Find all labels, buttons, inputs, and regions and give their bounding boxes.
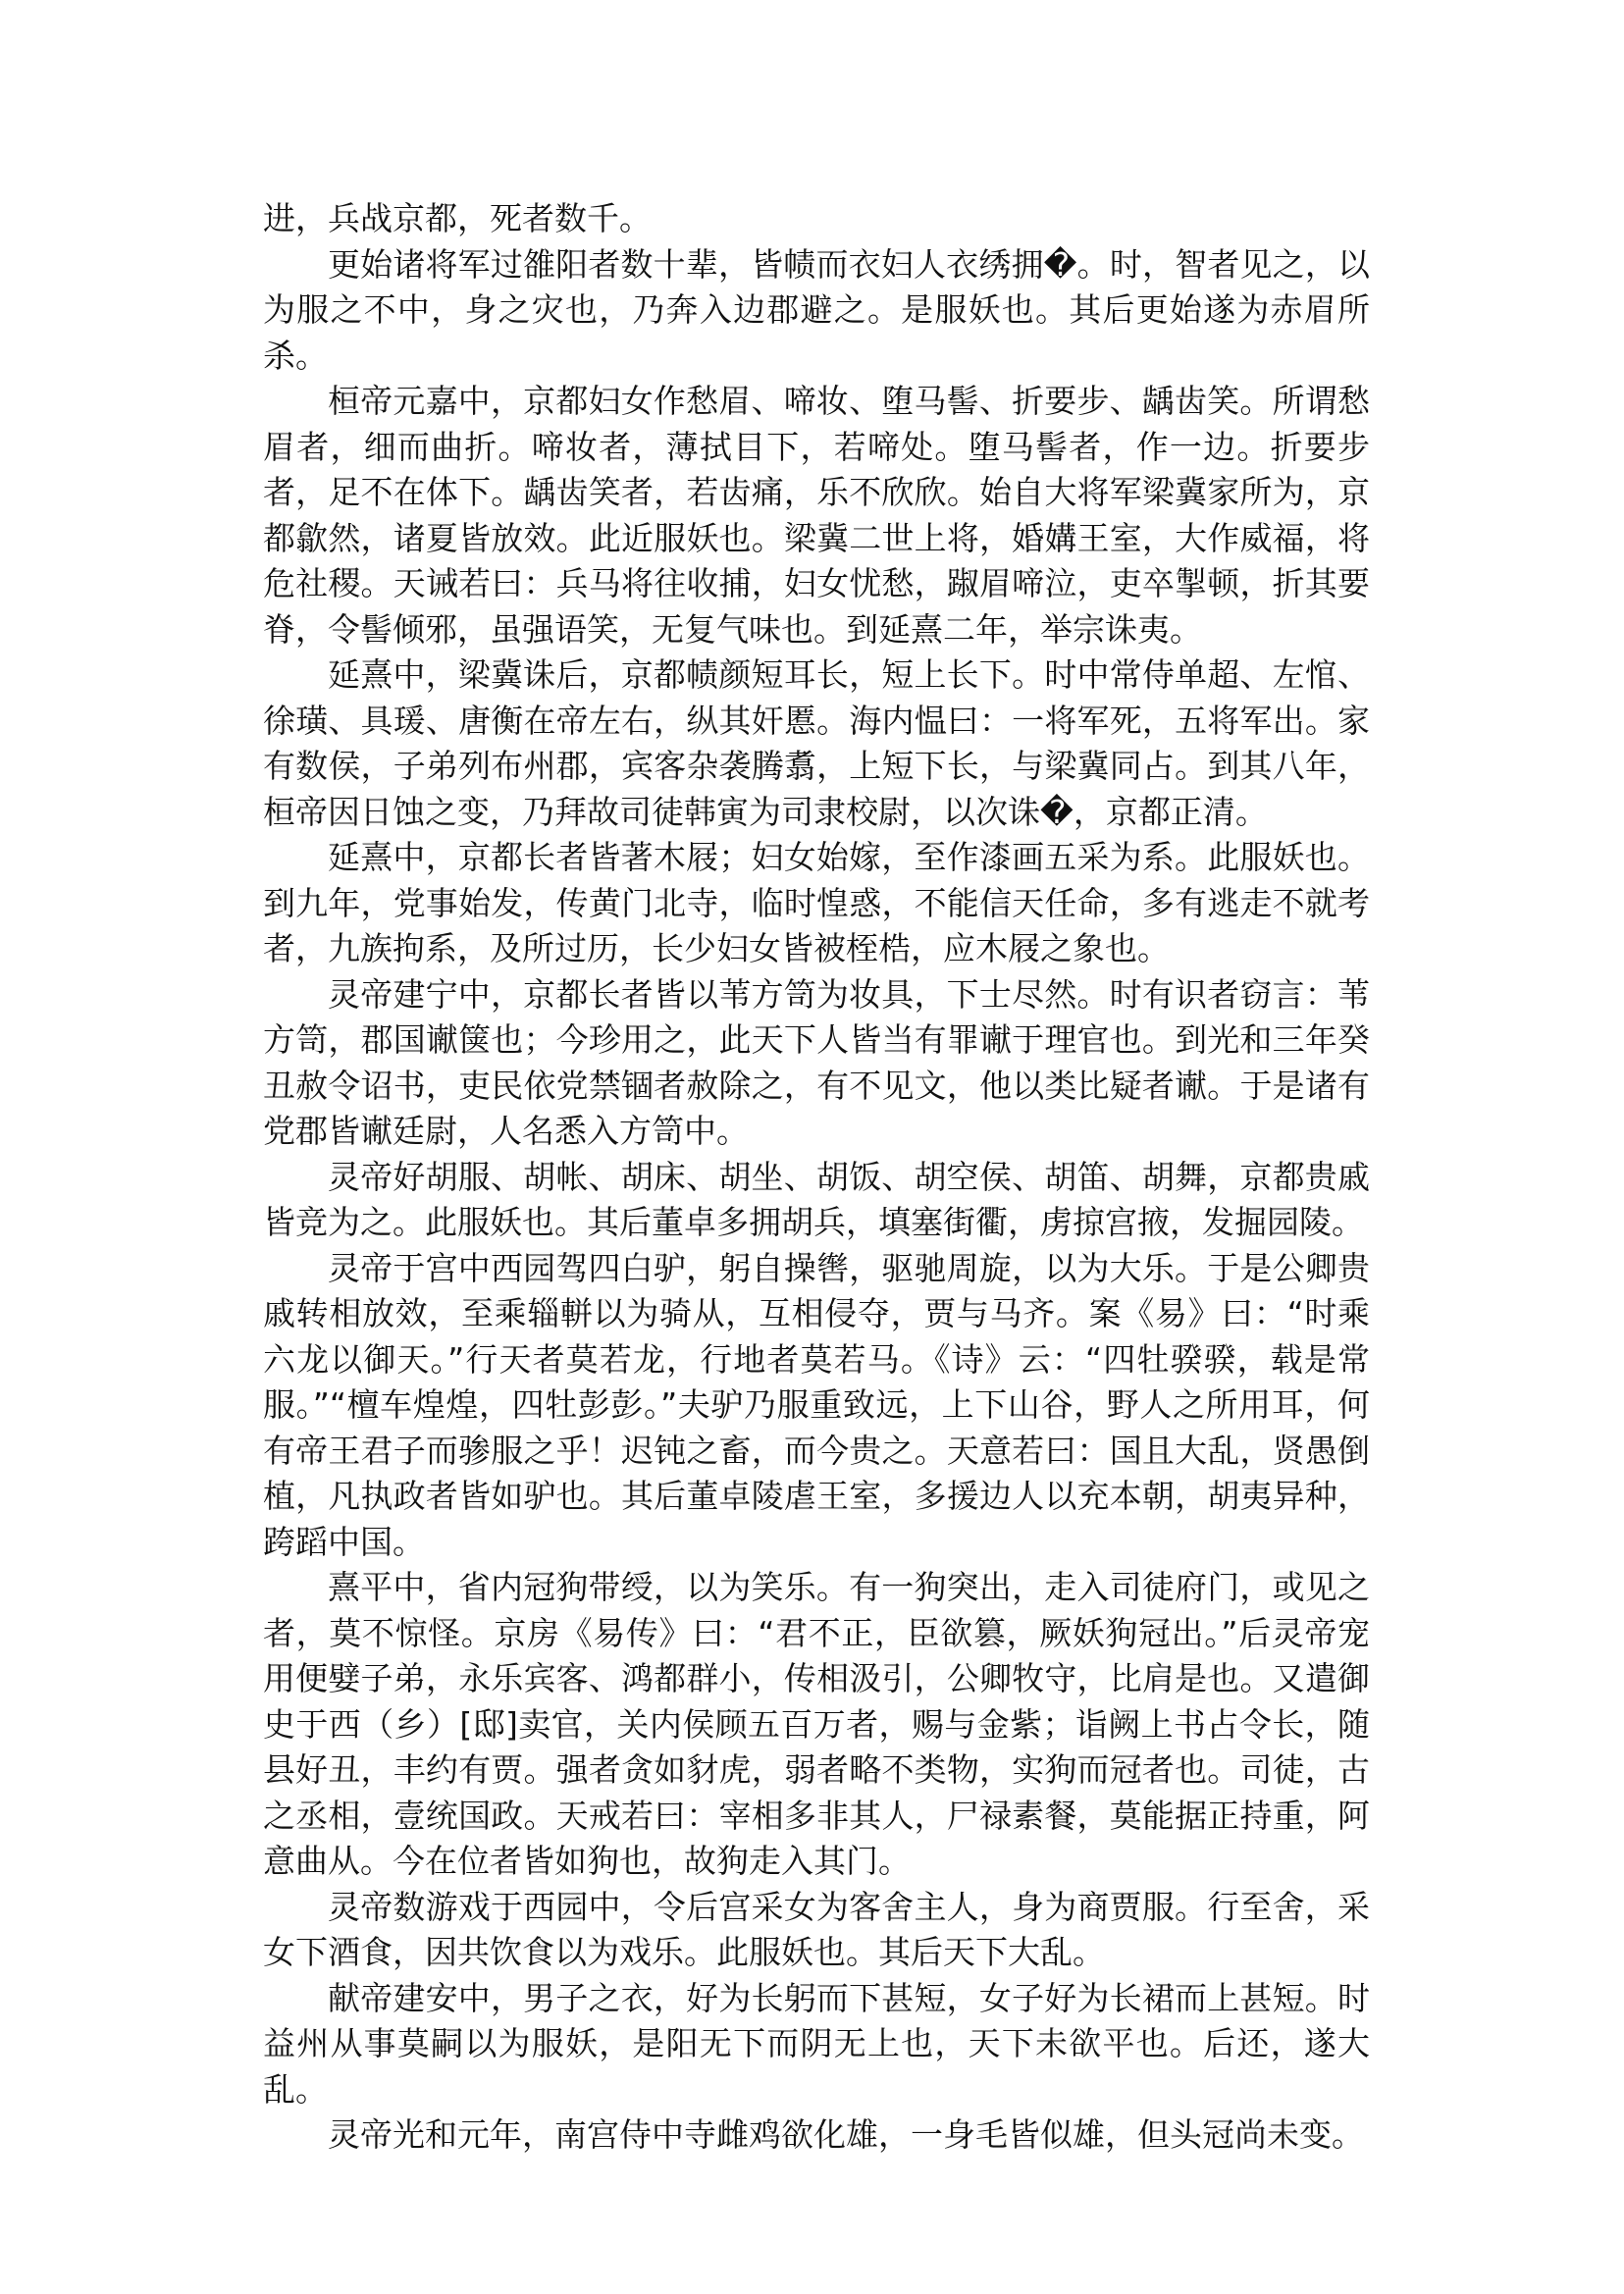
paragraph-1: 进，兵战京都，死者数千。: [263, 199, 652, 237]
document-page: [263, 196, 1370, 2159]
paragraph-4: 延熹中，梁冀诛后，京都帻颜短耳长，短上长下。时中常侍单超、左悺、徐璜、具瑗、唐衡在帝左右，纵其奸慝。海内愠曰：一将军死，五将军出。家有数侯，子弟列布州郡，宾客杂袭腾翥，上短下长，与梁冀同占。到其八年，桓帝因日蚀之变，乃拜故司徒韩寅为司隶校尉，以次诛�，京都正清。: [263, 655, 1370, 831]
paragraph-5: 延熹中，京都长者皆著木屐；妇女始嫁，至作漆画五采为系。此服妖也。到九年，党事始发，传黄门北寺，临时惶惑，不能信天任命，多有逃走不就考者，九族拘系，及所过历，长少妇女皆被桎梏，应木屐之象也。: [263, 838, 1370, 967]
paragraph-8: 灵帝于宫中西园驾四白驴，躬自操辔，驱驰周旋，以为大乐。于是公卿贵戚转相放效，至乘辎軿以为骑从，互相侵夺，贾与马齐。案《易》曰：“时乘六龙以御天。”行天者莫若龙，行地者莫若马。《诗》云：“四牡骙骙，载是常服。”“檀车煌煌，四牡彭彭。”夫驴乃服重致远，上下山谷，野人之所用耳，何有帝王君子而骖服之乎！迟钝之畜，而今贵之。天意若曰：国且大乱，贤愚倒植，凡执政者皆如驴也。其后董卓陵虐王室，多援边人以充本朝，胡夷异种，跨蹈中国。: [263, 1248, 1370, 1561]
paragraph-11: 献帝建安中，男子之衣，好为长躬而下甚短，女子好为长裙而上甚短。时益州从事莫嗣以为服妖，是阳无下而阴无上也，天下未欲平也。后还，遂大乱。: [263, 1978, 1370, 2109]
paragraph-9: 熹平中，省内冠狗带绶，以为笑乐。有一狗突出，走入司徒府门，或见之者，莫不惊怪。京房《易传》曰：“君不正，臣欲篡，厥妖狗冠出。”后灵帝宠用便嬖子弟，永乐宾客、鸿都群小，传相汲引，公卿牧守，比肩是也。又遣御史于西（乡）[邸]卖官，关内侯顾五百万者，赐与金紫；诣阙上书占令长，随县好丑，丰约有贾。强者贪如豺虎，弱者略不类物，实狗而冠者也。司徒，古之丞相，壹统国政。天戒若曰：宰相多非其人，尸禄素餐，莫能据正持重，阿意曲从。今在位者皆如狗也，故狗走入其门。: [263, 1568, 1370, 1880]
paragraph-6: 灵帝建宁中，京都长者皆以苇方笥为妆具，下士尽然。时有识者窃言：苇方笥，郡国谳箧也；今珍用之，此天下人皆当有罪谳于理官也。到光和三年癸丑赦令诏书，吏民依党禁锢者赦除之，有不见文，他以类比疑者谳。于是诸有党郡皆谳廷尉，人名悉入方笥中。: [263, 974, 1370, 1150]
paragraph-2: 更始诸将军过雒阳者数十辈，皆帻而衣妇人衣绣拥�。时，智者见之，以为服之不中，身之灾也，乃奔入边郡避之。是服妖也。其后更始遂为赤眉所杀。: [263, 244, 1370, 375]
paragraph-10: 灵帝数游戏于西园中，令后宫采女为客舍主人，身为商贾服。行至舍，采女下酒食，因共饮食以为戏乐。此服妖也。其后天下大乱。: [263, 1887, 1370, 1971]
paragraph-7: 灵帝好胡服、胡帐、胡床、胡坐、胡饭、胡空侯、胡笛、胡舞，京都贵戚皆竞为之。此服妖也。其后董卓多拥胡兵，填塞街衢，虏掠宫掖，发掘园陵。: [263, 1157, 1370, 1241]
paragraph-3: 桓帝元嘉中，京都妇女作愁眉、啼妆、堕马髻、折要步、龋齿笑。所谓愁眉者，细而曲折。啼妆者，薄拭目下，若啼处。堕马髻者，作一边。折要步者，足不在体下。龋齿笑者，若齿痛，乐不欣欣。始自大将军梁冀家所为，京都歙然，诸夏皆放效。此近服妖也。梁冀二世上将，婚媾王室，大作威福，将危社稷。天诫若曰：兵马将往收捕，妇女忧愁，踧眉啼泣，吏卒掣顿，折其要脊，令髻倾邪，虽强语笑，无复气味也。到延熹二年，举宗诛夷。: [263, 382, 1370, 649]
paragraph-12: 灵帝光和元年，南宫侍中寺雌鸡欲化雄，一身毛皆似雄，但头冠尚未变。: [328, 2115, 1364, 2154]
